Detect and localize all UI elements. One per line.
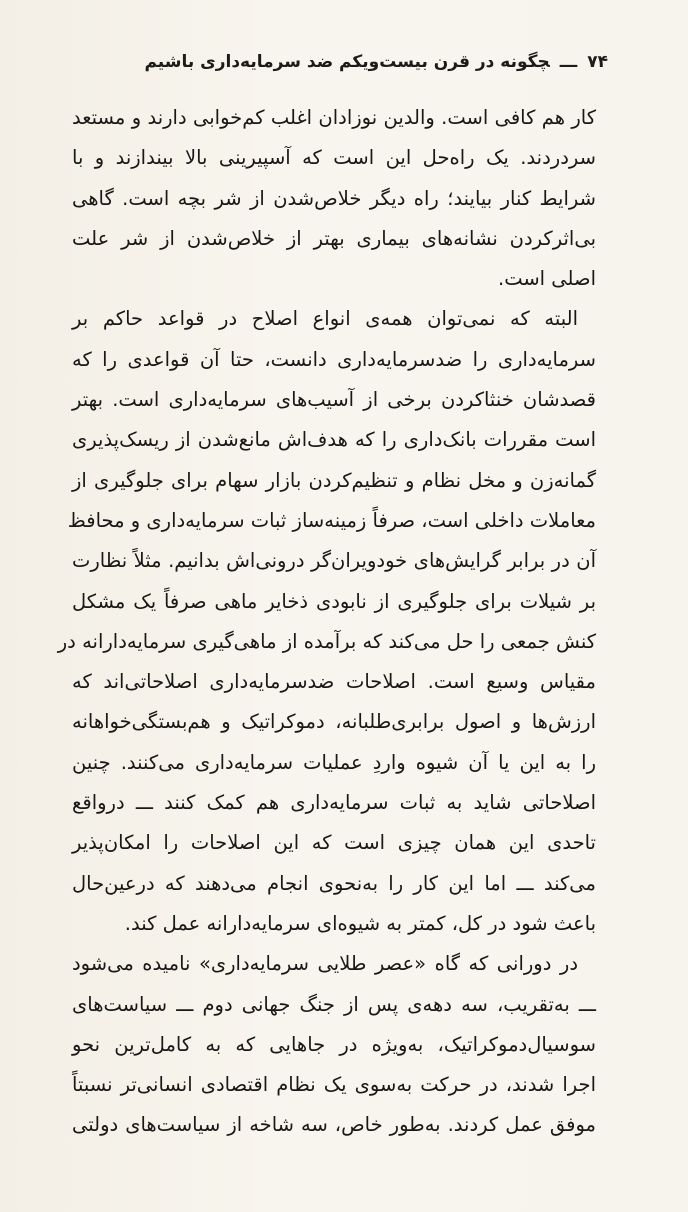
body-text (57, 98, 596, 1146)
text-line: ارزش‌ها و اصول برابری‌طلبانه، دموکراتیک و هم‌بستگی‌خواهانه (72, 710, 596, 734)
text-line: سردردند. یک راه‌حل این است که آسپیرینی بالا بیندازند و با (72, 146, 596, 170)
text-line: سرمایه‌داری را ضدسرمایه‌داری دانست، حتا آن قواعدی را که (72, 347, 596, 371)
text-line: مقیاس وسیع است. اصلاحات ضدسرمایه‌داری اصلاحاتی‌اند که (72, 670, 596, 694)
text-line: تاحدی این همان چیزی است که این اصلاحات را امکان‌پذیر (72, 831, 596, 855)
header-dash: ـــ (559, 52, 578, 72)
text-line: باعث شود در کل، کمتر به شیوه‌ای سرمایه‌دارانه عمل کند. (124, 911, 596, 935)
text-line: شرایط کنار بیایند؛ راه دیگر خلاص‌شدن از شر بچه است. گاهی (72, 186, 596, 210)
text-line: سوسیال‌دموکراتیک، به‌ویژه در جاهایی که به کامل‌ترین نحو (72, 1032, 596, 1056)
text-line: است مقررات بانک‌داری را که هدف‌اش مانع‌شدن از ریسک‌پذیری (72, 428, 596, 452)
running-header (144, 52, 608, 72)
text-line: گمانه‌زن و مخل نظام و تنظیم‌کردن بازار سهام برای جلوگیری از (72, 468, 596, 492)
text-line: اصلاحاتی شاید به ثبات سرمایه‌داری هم کمک کنند ـــ درواقع (72, 791, 596, 815)
text-line: بی‌اثرکردن نشانه‌های بیماری بهتر از خلاص‌شدن از شر علت (72, 226, 596, 250)
text-line: اصلی است. (498, 267, 596, 291)
text-line: معاملات داخلی است، صرفاً زمینه‌ساز ثبات سرمایه‌داری و محافظ (67, 508, 596, 532)
book-title: چگونه در قرن بیست‌ویکم ضد سرمایه‌داری باشیم (144, 52, 550, 72)
text-line: می‌کند ـــ اما این کار را به‌نحوی انجام می‌دهند که درعین‌حال (72, 871, 596, 895)
text-line: البته که نمی‌توان همه‌ی انواع اصلاح در قواعد حاکم بر (72, 307, 578, 331)
text-line: کار هم کافی است. والدین نوزادان اغلب کم‌خوابی دارند و مستعد (72, 106, 596, 129)
text-line: بر شیلات برای جلوگیری از نابودی ذخایر ماهی صرفاً یک مشکل (72, 589, 596, 613)
text-line: آن در برابر گرایش‌های خودویران‌گر درونی‌اش بدانیم. مثلاً نظارت (72, 549, 596, 573)
text-line: قصدشان خنثاکردن برخی از آسیب‌های سرمایه‌داری است. بهتر (72, 388, 596, 412)
text-line: اجرا شدند، در حرکت به‌سوی یک نظام اقتصادی انسانی‌تر نسبتاً (72, 1073, 596, 1097)
text-line: در دورانی که گاه «عصر طلایی سرمایه‌داری» نامیده می‌شود (72, 952, 578, 976)
text-line: کنش جمعی را حل می‌کند که برآمده از ماهی‌گیری سرمایه‌دارانه در (57, 629, 596, 653)
text-line: ـــ به‌تقریب، سه دهه‌ی پس از جنگ جهانی دوم ـــ سیاست‌های (72, 992, 596, 1016)
text-line: را به این یا آن شیوه واردِ عملیات سرمایه‌داری می‌کنند. چنین (72, 750, 596, 774)
page-number: ۷۴ (587, 52, 608, 72)
text-line: موفق عمل کردند. به‌طور خاص، سه شاخه از سیاست‌های دولتی (72, 1113, 596, 1137)
